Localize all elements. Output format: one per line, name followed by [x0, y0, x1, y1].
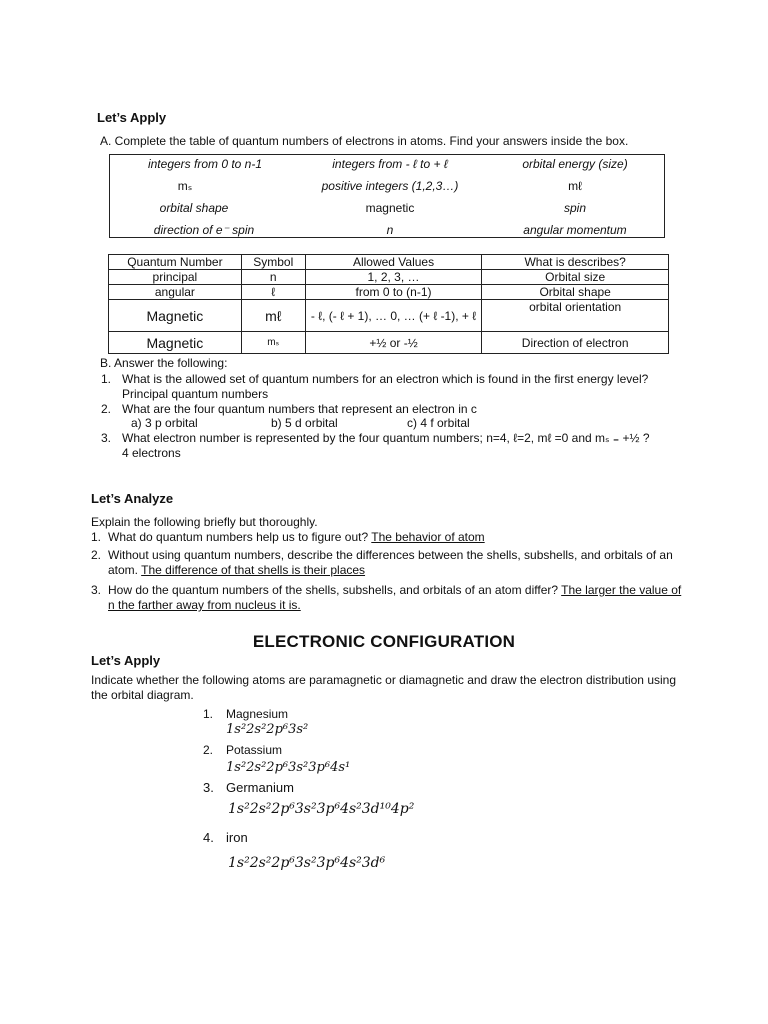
- table-cell: angular: [109, 285, 242, 300]
- atom-number: 4.: [203, 830, 214, 845]
- question-number: 1.: [101, 372, 112, 386]
- table-cell: principal: [109, 270, 242, 285]
- question-3: What electron number is represented by the four quantum numbers; n=4, ℓ=2, mℓ =0 and mₛ ₌ +½ ?: [122, 431, 650, 445]
- option-c: c) 4 f orbital: [407, 416, 470, 430]
- choice-cell: orbital shape: [159, 201, 229, 215]
- electron-config: 1s²2s²2p⁶3s²3p⁶4s²3d¹⁰4p²: [228, 801, 415, 817]
- choice-cell: mℓ: [568, 179, 582, 193]
- answer-choices-box: [109, 154, 665, 238]
- table-cell: ℓ: [241, 285, 305, 300]
- question-number: 3.: [91, 583, 102, 597]
- quantum-numbers-table: [108, 254, 669, 354]
- table-row: [109, 270, 669, 285]
- table-cell: mₛ: [241, 332, 305, 354]
- atom-name: Potassium: [226, 743, 283, 757]
- atom-number: 2.: [203, 743, 214, 757]
- table-cell: mℓ: [241, 300, 305, 332]
- answer-3: 4 electrons: [122, 446, 181, 460]
- choice-cell: direction of e⁻ spin: [153, 223, 255, 237]
- part-b-intro: B. Answer the following:: [100, 356, 228, 370]
- section-heading-lets-analyze: Let’s Analyze: [91, 491, 174, 506]
- analyze-answer: The behavior of atom: [371, 530, 485, 544]
- table-cell: Magnetic: [109, 332, 242, 354]
- question-2: What are the four quantum numbers that represent an electron in c: [122, 402, 477, 416]
- analyze-item-2: [108, 548, 683, 578]
- config-instruction: Indicate whether the following atoms are paramagnetic or diamagnetic and draw the electron distribution using the orbital diagram.: [91, 673, 676, 702]
- page-title: ELECTRONIC CONFIGURATION: [252, 632, 516, 651]
- electron-config: 1s²2s²2p⁶3s²3p⁶4s¹: [226, 760, 351, 775]
- atom-name: iron: [226, 830, 248, 845]
- table-cell: n: [241, 270, 305, 285]
- section-heading-lets-apply-2: Let’s Apply: [91, 653, 161, 668]
- section-heading-lets-apply: Let’s Apply: [97, 110, 167, 125]
- analyze-question: How do the quantum numbers of the shells, subshells, and orbitals of an atom differ?: [108, 583, 562, 597]
- table-cell: Direction of electron: [482, 332, 669, 354]
- analyze-item-1: [108, 530, 485, 545]
- table-header-cell: What is describes?: [482, 255, 669, 270]
- choice-cell: magnetic: [365, 201, 415, 215]
- choice-cell: integers from 0 to n-1: [147, 157, 263, 171]
- question-number: 3.: [101, 431, 112, 445]
- question-1: What is the allowed set of quantum numbers for an electron which is found in the first energy level?: [122, 372, 649, 386]
- analyze-intro: Explain the following briefly but thoroughly.: [91, 515, 318, 529]
- analyze-answer: The difference of that shells is their places: [141, 563, 366, 577]
- table-header-cell: Symbol: [241, 255, 305, 270]
- choice-cell: mₛ: [177, 179, 193, 193]
- choice-cell: spin: [563, 201, 586, 215]
- question-number: 2.: [101, 402, 112, 416]
- analyze-item-3: [108, 583, 683, 613]
- table-row: [109, 332, 669, 354]
- table-header-cell: Allowed Values: [305, 255, 482, 270]
- question-number: 1.: [91, 530, 102, 544]
- analyze-question: Without using quantum numbers, describe the differences between the shells, subshells, and orbitals of an atom.: [108, 548, 673, 577]
- table-cell: from 0 to (n-1): [305, 285, 482, 300]
- table-cell: Orbital size: [482, 270, 669, 285]
- electron-config: 1s²2s²2p⁶3s²3p⁶4s²3d⁶: [228, 855, 386, 871]
- instruction-a: A. Complete the table of quantum numbers of electrons in atoms. Find your answers inside the box.: [100, 134, 629, 148]
- atom-name: Germanium: [226, 780, 294, 795]
- table-row: [109, 285, 669, 300]
- atom-number: 1.: [203, 707, 214, 721]
- table-header-row: [109, 255, 669, 270]
- table-row: [109, 300, 669, 332]
- table-cell: Orbital shape: [482, 285, 669, 300]
- choice-cell: positive integers (1,2,3…): [321, 179, 459, 193]
- choice-cell: angular momentum: [523, 223, 627, 237]
- analyze-answer: The larger the value of n the farther away from nucleus it is.: [108, 583, 682, 612]
- electron-config: 1s²2s²2p⁶3s²: [226, 722, 309, 737]
- analyze-question: What do quantum numbers help us to figure out?: [108, 530, 372, 544]
- answer-1: Principal quantum numbers: [122, 387, 269, 401]
- table-cell: +½ or -½: [305, 332, 482, 354]
- question-number: 2.: [91, 548, 102, 562]
- table-cell: Magnetic: [109, 300, 242, 332]
- choice-cell: orbital energy (size): [522, 157, 628, 171]
- choice-cell: integers from - ℓ to + ℓ: [332, 157, 448, 171]
- atom-name: Magnesium: [226, 707, 289, 721]
- option-b: b) 5 d orbital: [271, 416, 338, 430]
- atom-number: 3.: [203, 780, 214, 795]
- table-cell: - ℓ, (- ℓ + 1), … 0, … (+ ℓ -1), + ℓ: [305, 300, 482, 332]
- choice-cell: n: [386, 223, 394, 237]
- table-header-cell: Quantum Number: [109, 255, 242, 270]
- table-cell: 1, 2, 3, …: [305, 270, 482, 285]
- table-cell: orbital orientation: [482, 300, 669, 332]
- option-a: a) 3 p orbital: [131, 416, 198, 430]
